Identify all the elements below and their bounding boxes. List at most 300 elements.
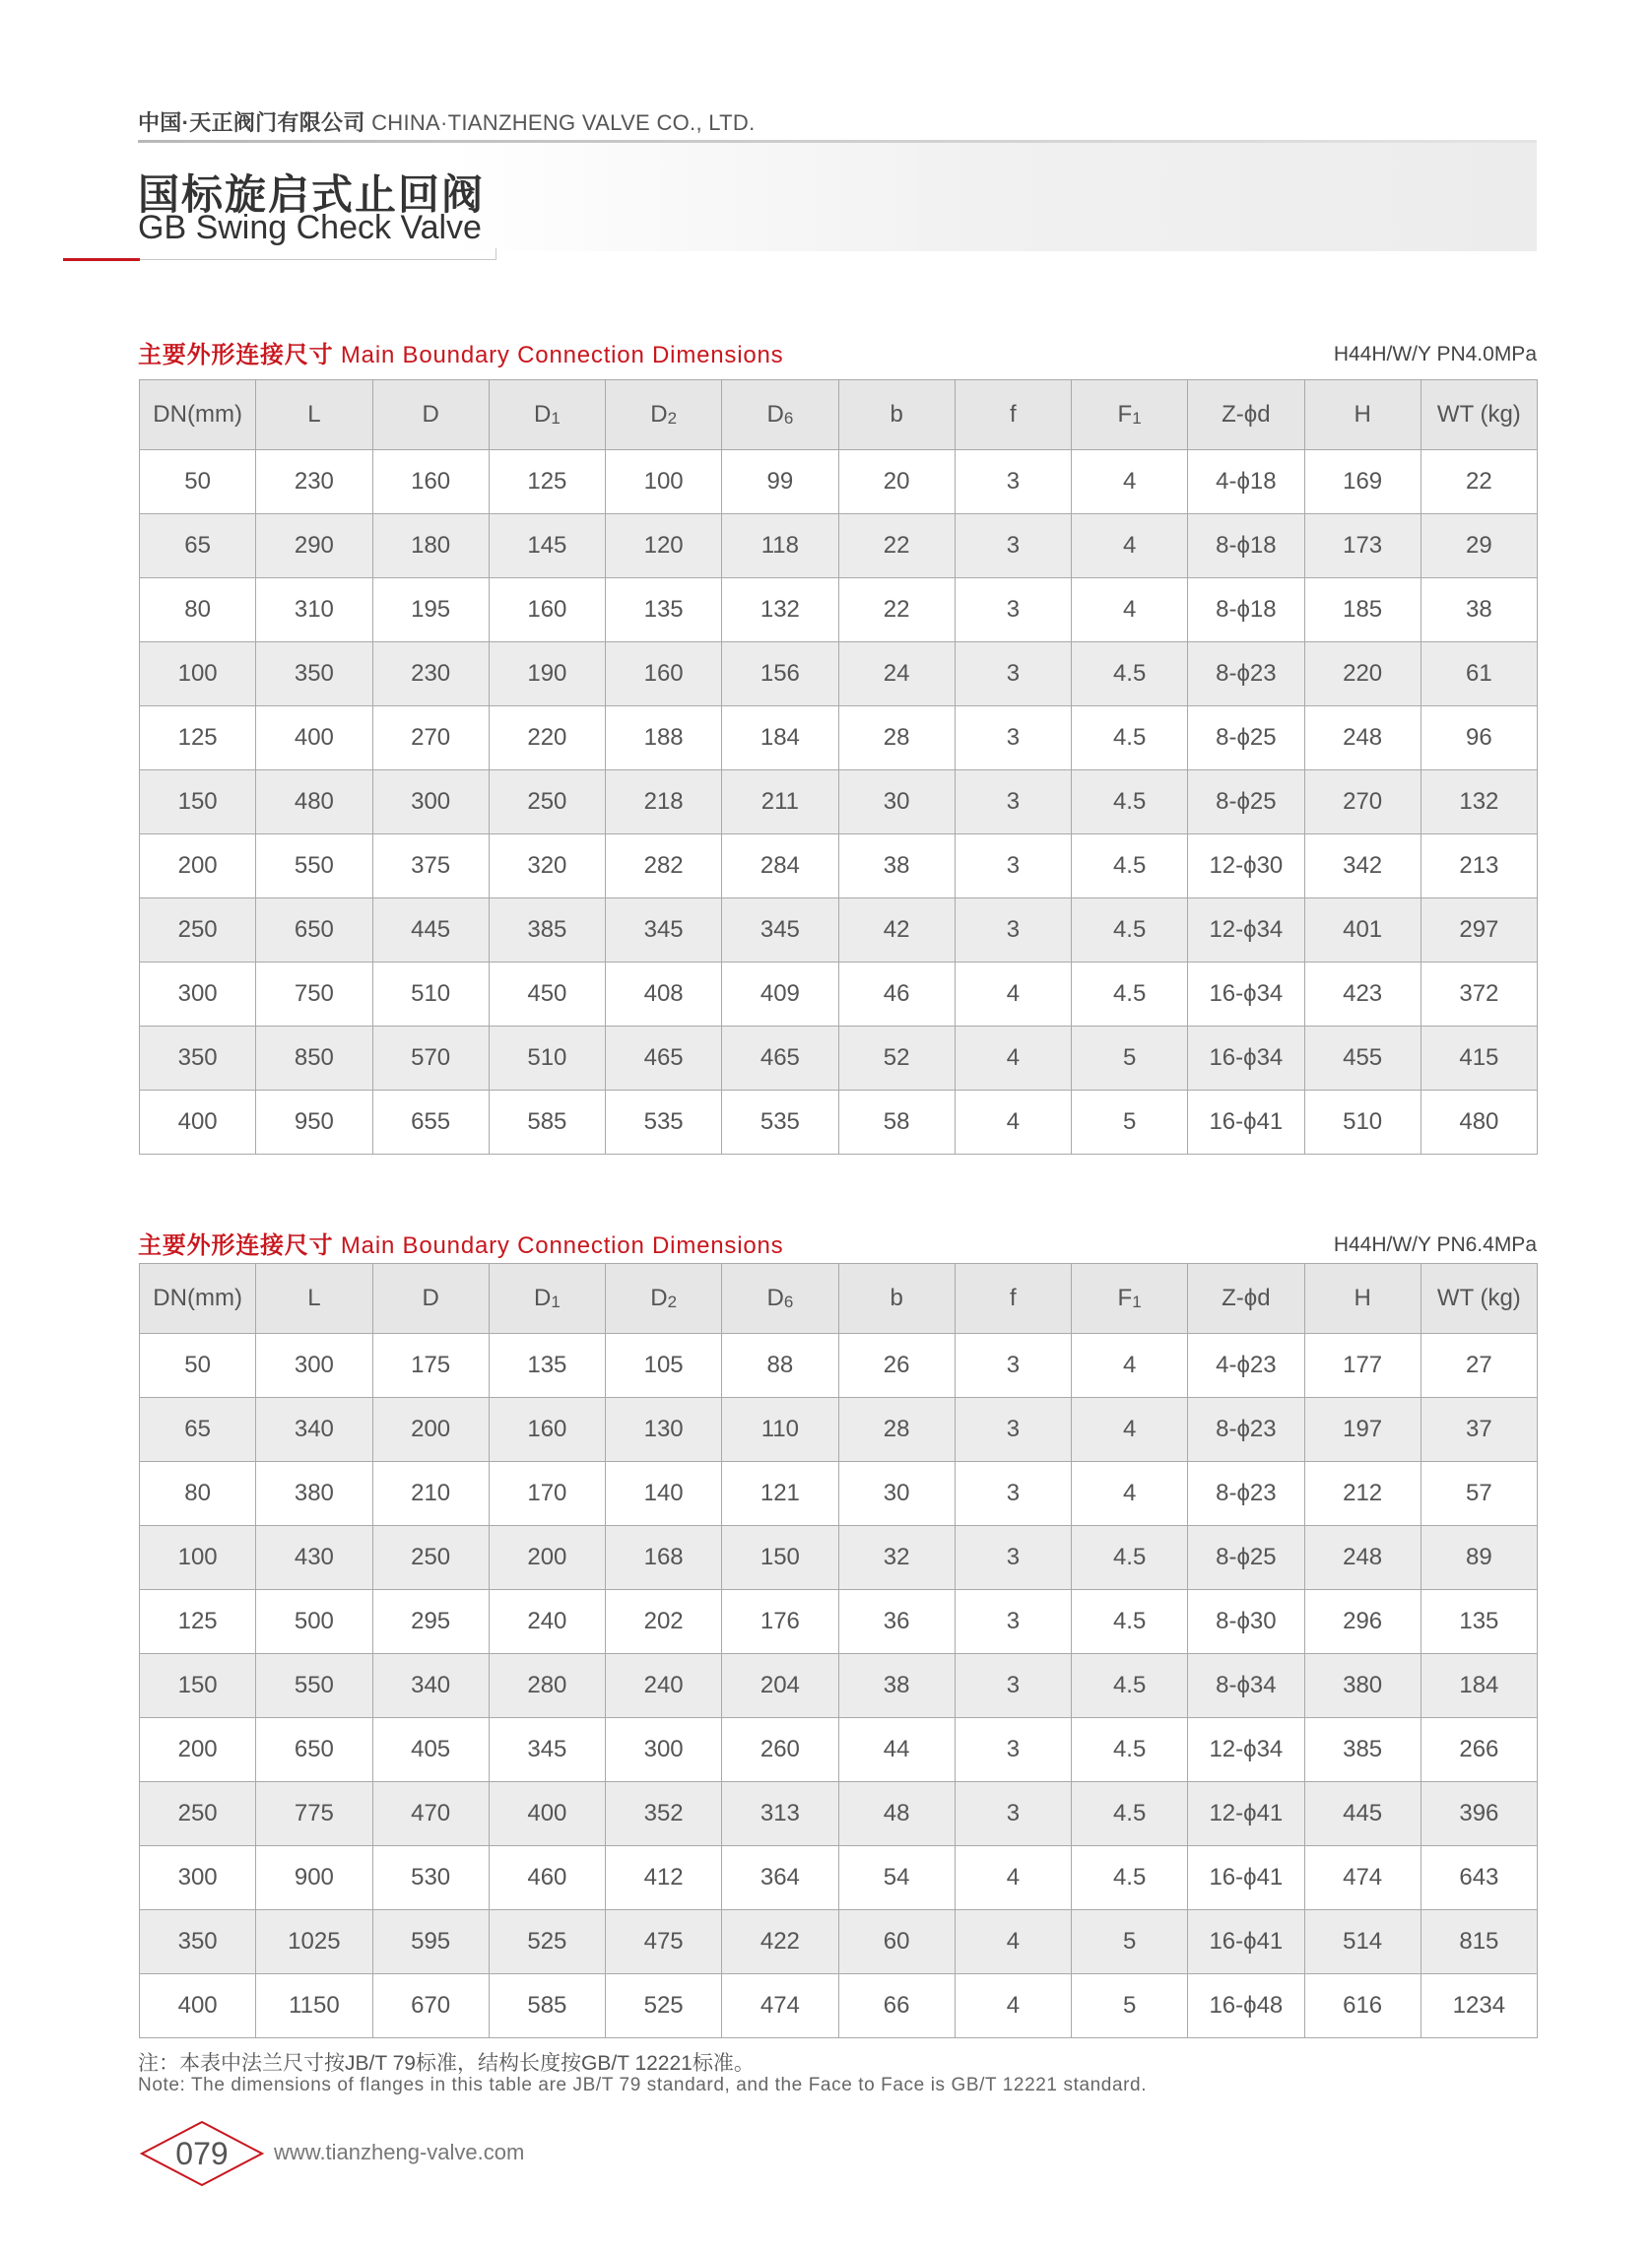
table-row	[140, 1782, 1538, 1846]
column-header	[140, 1264, 256, 1334]
table-row	[140, 1091, 1538, 1155]
column-header	[955, 380, 1071, 450]
table-cell: 121	[722, 1462, 838, 1526]
column-header-label: Z-ϕd	[1222, 1285, 1271, 1311]
table-cell: 313	[722, 1782, 838, 1846]
table-cell: 300	[256, 1334, 372, 1398]
table-cell: 200	[489, 1526, 605, 1590]
table-cell: 200	[140, 834, 256, 898]
table-cell: 405	[372, 1718, 489, 1782]
table-row	[140, 1910, 1538, 1974]
table-cell: 65	[140, 1398, 256, 1462]
table-cell: 310	[256, 578, 372, 642]
section-title-cn: 主要外形连接尺寸	[138, 1232, 334, 1259]
table-cell: 380	[1304, 1654, 1421, 1718]
table-cell: 140	[606, 1462, 722, 1526]
table-cell: 385	[489, 898, 605, 963]
table-cell: 650	[256, 1718, 372, 1782]
table-cell: 340	[372, 1654, 489, 1718]
table-cell: 455	[1304, 1027, 1421, 1091]
table-cell: 4	[955, 1091, 1071, 1155]
table-cell: 3	[955, 1654, 1071, 1718]
table-cell: 160	[606, 642, 722, 706]
table-cell: 125	[140, 706, 256, 770]
table-cell: 16-ϕ34	[1188, 963, 1304, 1027]
table-cell: 3	[955, 450, 1071, 514]
table-cell: 213	[1421, 834, 1537, 898]
table-cell: 445	[372, 898, 489, 963]
table-cell: 345	[489, 1718, 605, 1782]
table-cell: 100	[140, 642, 256, 706]
table-cell: 470	[372, 1782, 489, 1846]
column-header-label: D	[422, 401, 439, 428]
table-cell: 400	[489, 1782, 605, 1846]
table-cell: 120	[606, 514, 722, 578]
table-cell: 96	[1421, 706, 1537, 770]
table-cell: 168	[606, 1526, 722, 1590]
table-cell: 5	[1072, 1910, 1188, 1974]
column-header-label: f	[1010, 1285, 1017, 1311]
table-cell: 100	[606, 450, 722, 514]
column-header	[1072, 380, 1188, 450]
table-cell: 250	[372, 1526, 489, 1590]
table-cell: 775	[256, 1782, 372, 1846]
table-cell: 118	[722, 514, 838, 578]
table-cell: 465	[606, 1027, 722, 1091]
table-cell: 20	[838, 450, 955, 514]
table-cell: 195	[372, 578, 489, 642]
table-cell: 5	[1072, 1027, 1188, 1091]
table-cell: 250	[140, 1782, 256, 1846]
table-cell: 423	[1304, 963, 1421, 1027]
table-cell: 475	[606, 1910, 722, 1974]
table-cell: 650	[256, 898, 372, 963]
table-cell: 12-ϕ34	[1188, 1718, 1304, 1782]
table-cell: 3	[955, 514, 1071, 578]
table-cell: 510	[489, 1027, 605, 1091]
table-row	[140, 1654, 1538, 1718]
table-cell: 4.5	[1072, 1590, 1188, 1654]
table-cell: 4.5	[1072, 963, 1188, 1027]
table-cell: 204	[722, 1654, 838, 1718]
table-cell: 4	[955, 963, 1071, 1027]
column-header	[1421, 380, 1537, 450]
table-cell: 3	[955, 1398, 1071, 1462]
table-cell: 57	[1421, 1462, 1537, 1526]
table-row	[140, 450, 1538, 514]
column-header-label: DN(mm)	[153, 1285, 242, 1311]
table-cell: 220	[1304, 642, 1421, 706]
table-cell: 24	[838, 642, 955, 706]
table-row	[140, 1526, 1538, 1590]
company-header	[138, 106, 756, 137]
section-title	[138, 1226, 783, 1260]
table-cell: 36	[838, 1590, 955, 1654]
table-cell: 220	[489, 706, 605, 770]
table-cell: 300	[372, 770, 489, 834]
table-cell: 212	[1304, 1462, 1421, 1526]
table-cell: 30	[838, 770, 955, 834]
column-header-subscript: 1	[1132, 1293, 1142, 1311]
column-header-label: D	[533, 401, 552, 428]
table-row	[140, 642, 1538, 706]
table-cell: 8-ϕ18	[1188, 514, 1304, 578]
table-cell: 110	[722, 1398, 838, 1462]
table-header-row	[140, 380, 1538, 450]
table-cell: 16-ϕ41	[1188, 1846, 1304, 1910]
table-cell: 22	[1421, 450, 1537, 514]
table-row	[140, 898, 1538, 963]
table-cell: 65	[140, 514, 256, 578]
table-cell: 132	[1421, 770, 1537, 834]
table-cell: 50	[140, 450, 256, 514]
table-cell: 1150	[256, 1974, 372, 2038]
table-cell: 535	[606, 1091, 722, 1155]
table-cell: 550	[256, 1654, 372, 1718]
column-header-label: b	[890, 401, 903, 428]
table-cell: 3	[955, 1526, 1071, 1590]
column-header-label: D	[766, 401, 784, 428]
table-cell: 132	[722, 578, 838, 642]
table-cell: 345	[722, 898, 838, 963]
table-cell: 175	[372, 1334, 489, 1398]
table-cell: 4	[1072, 514, 1188, 578]
table-cell: 3	[955, 1782, 1071, 1846]
table-cell: 430	[256, 1526, 372, 1590]
column-header-subscript: 1	[1132, 409, 1142, 428]
table-cell: 4.5	[1072, 1782, 1188, 1846]
section-title-en: Main Boundary Connection Dimensions	[340, 1232, 784, 1259]
column-header	[1421, 1264, 1537, 1334]
pressure-spec: H44H/W/Y PN4.0MPa	[1333, 343, 1537, 365]
table-cell: 185	[1304, 578, 1421, 642]
column-header-subscript: 6	[783, 1293, 794, 1311]
table-cell: 4-ϕ23	[1188, 1334, 1304, 1398]
table-cell: 4	[955, 1910, 1071, 1974]
table-cell: 585	[489, 1974, 605, 2038]
table-cell: 320	[489, 834, 605, 898]
table-cell: 38	[838, 834, 955, 898]
column-header-label: D	[650, 1285, 668, 1311]
table-row	[140, 770, 1538, 834]
table-cell: 296	[1304, 1590, 1421, 1654]
table-cell: 169	[1304, 450, 1421, 514]
table-cell: 4	[1072, 1398, 1188, 1462]
table-cell: 670	[372, 1974, 489, 2038]
table-cell: 177	[1304, 1334, 1421, 1398]
table-cell: 342	[1304, 834, 1421, 898]
table-cell: 42	[838, 898, 955, 963]
table-row	[140, 1846, 1538, 1910]
table-cell: 260	[722, 1718, 838, 1782]
column-header	[722, 380, 838, 450]
table-cell: 1234	[1421, 1974, 1537, 2038]
table-cell: 364	[722, 1846, 838, 1910]
column-header-label: Z-ϕd	[1222, 401, 1271, 428]
column-header-subscript: 2	[667, 1293, 678, 1311]
table-cell: 80	[140, 1462, 256, 1526]
table-cell: 3	[955, 1590, 1071, 1654]
column-header	[140, 380, 256, 450]
column-header	[372, 380, 489, 450]
company-name-cn: 中国·天正阀门有限公司	[138, 110, 365, 135]
section-title	[138, 335, 783, 369]
table-cell: 1025	[256, 1910, 372, 1974]
table-cell: 4.5	[1072, 1654, 1188, 1718]
table-cell: 37	[1421, 1398, 1537, 1462]
table-cell: 150	[140, 1654, 256, 1718]
table-cell: 3	[955, 770, 1071, 834]
table-cell: 230	[256, 450, 372, 514]
table-cell: 4.5	[1072, 834, 1188, 898]
table-cell: 89	[1421, 1526, 1537, 1590]
column-header-label: D	[650, 401, 668, 428]
column-header-subscript: 1	[551, 409, 561, 428]
title-frame	[138, 248, 496, 260]
pressure-spec: H44H/W/Y PN6.4MPa	[1333, 1233, 1537, 1256]
table-row	[140, 1590, 1538, 1654]
table-cell: 99	[722, 450, 838, 514]
table-cell: 100	[140, 1526, 256, 1590]
table-cell: 8-ϕ18	[1188, 578, 1304, 642]
table-cell: 16-ϕ41	[1188, 1091, 1304, 1155]
table-row	[140, 1462, 1538, 1526]
table-cell: 12-ϕ41	[1188, 1782, 1304, 1846]
column-header	[955, 1264, 1071, 1334]
table-cell: 284	[722, 834, 838, 898]
table-cell: 445	[1304, 1782, 1421, 1846]
table-cell: 4.5	[1072, 770, 1188, 834]
table-row	[140, 1974, 1538, 2038]
table-cell: 184	[1421, 1654, 1537, 1718]
column-header	[606, 380, 722, 450]
table-cell: 380	[256, 1462, 372, 1526]
table-cell: 8-ϕ23	[1188, 1462, 1304, 1526]
column-header-label: L	[307, 401, 321, 428]
table-cell: 66	[838, 1974, 955, 2038]
table-cell: 170	[489, 1462, 605, 1526]
table-cell: 3	[955, 1334, 1071, 1398]
column-header	[838, 1264, 955, 1334]
table-cell: 160	[489, 578, 605, 642]
table-cell: 350	[140, 1027, 256, 1091]
table-cell: 400	[140, 1091, 256, 1155]
table-cell: 616	[1304, 1974, 1421, 2038]
table-row	[140, 834, 1538, 898]
table-cell: 105	[606, 1334, 722, 1398]
table-cell: 27	[1421, 1334, 1537, 1398]
table-cell: 211	[722, 770, 838, 834]
table-header-row	[140, 1264, 1538, 1334]
table-cell: 409	[722, 963, 838, 1027]
table-cell: 173	[1304, 514, 1421, 578]
table-cell: 750	[256, 963, 372, 1027]
table-cell: 300	[140, 1846, 256, 1910]
table-cell: 900	[256, 1846, 372, 1910]
table-cell: 4.5	[1072, 706, 1188, 770]
table-cell: 530	[372, 1846, 489, 1910]
table-cell: 5	[1072, 1091, 1188, 1155]
table-cell: 465	[722, 1027, 838, 1091]
table-cell: 28	[838, 1398, 955, 1462]
table-cell: 8-ϕ23	[1188, 1398, 1304, 1462]
table-cell: 4	[1072, 450, 1188, 514]
table-cell: 38	[1421, 578, 1537, 642]
table-cell: 145	[489, 514, 605, 578]
table-cell: 16-ϕ48	[1188, 1974, 1304, 2038]
table-cell: 184	[722, 706, 838, 770]
page-title-cn: 国标旋启式止回阀	[138, 171, 486, 218]
table-cell: 500	[256, 1590, 372, 1654]
table-cell: 46	[838, 963, 955, 1027]
column-header-label: D	[422, 1285, 439, 1311]
table-cell: 300	[140, 963, 256, 1027]
table-cell: 8-ϕ34	[1188, 1654, 1304, 1718]
table-cell: 4.5	[1072, 642, 1188, 706]
column-header	[489, 380, 605, 450]
table-cell: 4	[1072, 1334, 1188, 1398]
table-cell: 345	[606, 898, 722, 963]
table-row	[140, 706, 1538, 770]
table-cell: 230	[372, 642, 489, 706]
column-header-label: F	[1117, 1285, 1133, 1311]
column-header	[1188, 1264, 1304, 1334]
table-cell: 643	[1421, 1846, 1537, 1910]
column-header-subscript: 2	[667, 409, 678, 428]
table-cell: 250	[489, 770, 605, 834]
table-cell: 197	[1304, 1398, 1421, 1462]
column-header-subscript: 1	[551, 1293, 561, 1311]
table-cell: 4	[1072, 578, 1188, 642]
table-cell: 190	[489, 642, 605, 706]
column-header-label: H	[1354, 401, 1371, 428]
table-cell: 350	[140, 1910, 256, 1974]
table-cell: 202	[606, 1590, 722, 1654]
table-cell: 160	[489, 1398, 605, 1462]
table-cell: 88	[722, 1334, 838, 1398]
column-header-label: WT (kg)	[1436, 1285, 1521, 1311]
table-cell: 135	[1421, 1590, 1537, 1654]
column-header	[1072, 1264, 1188, 1334]
table-row	[140, 1027, 1538, 1091]
table-cell: 4.5	[1072, 898, 1188, 963]
company-name-en: CHINA·TIANZHENG VALVE CO., LTD.	[371, 110, 756, 135]
column-header	[489, 1264, 605, 1334]
table-cell: 525	[606, 1974, 722, 2038]
website-link[interactable]: www.tianzheng-valve.com	[274, 2140, 525, 2164]
table-cell: 125	[140, 1590, 256, 1654]
table-cell: 400	[140, 1974, 256, 2038]
table-cell: 60	[838, 1910, 955, 1974]
table-cell: 400	[256, 706, 372, 770]
table-cell: 250	[140, 898, 256, 963]
table-cell: 16-ϕ41	[1188, 1910, 1304, 1974]
table-cell: 160	[372, 450, 489, 514]
table-cell: 38	[838, 1654, 955, 1718]
column-header-label: D	[766, 1285, 784, 1311]
table-cell: 210	[372, 1462, 489, 1526]
table-cell: 525	[489, 1910, 605, 1974]
table-cell: 135	[606, 578, 722, 642]
table-cell: 16-ϕ34	[1188, 1027, 1304, 1091]
table-cell: 375	[372, 834, 489, 898]
table-cell: 12-ϕ34	[1188, 898, 1304, 963]
table-cell: 80	[140, 578, 256, 642]
table-cell: 474	[1304, 1846, 1421, 1910]
column-header	[838, 380, 955, 450]
table-cell: 290	[256, 514, 372, 578]
column-header	[722, 1264, 838, 1334]
table-cell: 32	[838, 1526, 955, 1590]
column-header-subscript: 6	[783, 409, 794, 428]
table-cell: 8-ϕ23	[1188, 642, 1304, 706]
table-cell: 3	[955, 834, 1071, 898]
table-cell: 585	[489, 1091, 605, 1155]
table-cell: 4	[955, 1846, 1071, 1910]
table-cell: 50	[140, 1334, 256, 1398]
table-cell: 385	[1304, 1718, 1421, 1782]
table-cell: 150	[722, 1526, 838, 1590]
red-accent-bar	[63, 258, 140, 261]
table-cell: 401	[1304, 898, 1421, 963]
table-cell: 8-ϕ25	[1188, 770, 1304, 834]
table-cell: 352	[606, 1782, 722, 1846]
table-cell: 266	[1421, 1718, 1537, 1782]
table-cell: 950	[256, 1091, 372, 1155]
table-cell: 474	[722, 1974, 838, 2038]
note-en: Note: The dimensions of flanges in this table are JB/T 79 standard, and the Face to Face is GB/T 12221 standard.	[138, 2075, 1148, 2095]
table-cell: 550	[256, 834, 372, 898]
table-cell: 295	[372, 1590, 489, 1654]
table-cell: 130	[606, 1398, 722, 1462]
table-cell: 4	[955, 1027, 1071, 1091]
table-cell: 815	[1421, 1910, 1537, 1974]
table-cell: 29	[1421, 514, 1537, 578]
dimensions-table-pn40	[139, 379, 1538, 1155]
table-cell: 28	[838, 706, 955, 770]
table-cell: 3	[955, 706, 1071, 770]
table-row	[140, 963, 1538, 1027]
table-cell: 52	[838, 1027, 955, 1091]
table-cell: 282	[606, 834, 722, 898]
column-header-label: H	[1354, 1285, 1371, 1311]
table-cell: 188	[606, 706, 722, 770]
table-cell: 176	[722, 1590, 838, 1654]
table-row	[140, 1398, 1538, 1462]
table-cell: 248	[1304, 706, 1421, 770]
table-cell: 415	[1421, 1027, 1537, 1091]
table-cell: 22	[838, 514, 955, 578]
table-cell: 248	[1304, 1526, 1421, 1590]
table-cell: 8-ϕ25	[1188, 706, 1304, 770]
table-cell: 48	[838, 1782, 955, 1846]
table-cell: 4	[955, 1974, 1071, 2038]
table-cell: 412	[606, 1846, 722, 1910]
table-cell: 22	[838, 578, 955, 642]
table-cell: 5	[1072, 1974, 1188, 2038]
table-cell: 26	[838, 1334, 955, 1398]
column-header-label: L	[307, 1285, 321, 1311]
table-cell: 510	[372, 963, 489, 1027]
table-row	[140, 578, 1538, 642]
table-cell: 4-ϕ18	[1188, 450, 1304, 514]
table-cell: 30	[838, 1462, 955, 1526]
table-cell: 460	[489, 1846, 605, 1910]
page-number: 079	[175, 2136, 229, 2171]
column-header-label: WT (kg)	[1436, 401, 1521, 428]
note-cn: 注：本表中法兰尺寸按JB/T 79标准，结构长度按GB/T 12221标准。	[138, 2052, 755, 2075]
column-header-label: f	[1010, 401, 1017, 428]
